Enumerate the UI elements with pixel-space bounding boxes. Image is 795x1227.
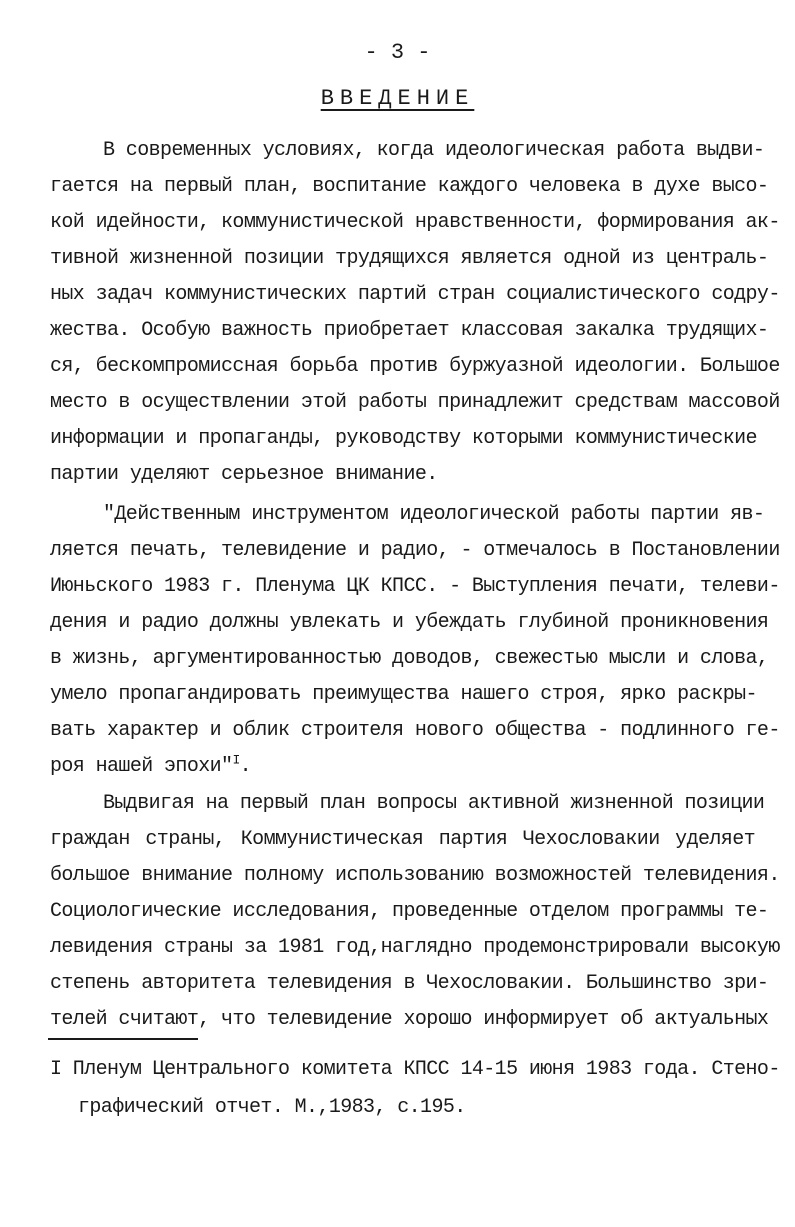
footnote-reference: I bbox=[232, 752, 240, 768]
text-line: дения и радио должны увлекать и убеждать глубиной проникновения bbox=[50, 611, 769, 634]
text-line: место в осуществлении этой работы принадлежит средствам массовой bbox=[50, 391, 780, 414]
footnote-text: I Пленум Центрального комитета КПСС 14-15 июня 1983 года. Стено- bbox=[50, 1058, 780, 1081]
text-line: Июньского 1983 г. Пленума ЦК КПСС. - Выступления печати, телеви- bbox=[50, 575, 780, 598]
page-number: - 3 - bbox=[364, 40, 431, 65]
text-line: степень авторитета телевидения в Чехословакии. Большинство зри- bbox=[50, 972, 769, 995]
section-heading bbox=[0, 86, 795, 111]
text-line: ся, бескомпромиссная борьба против буржуазной идеологии. Большое bbox=[50, 355, 780, 378]
text-line: Выдвигая на первый план вопросы активной жизненной позиции bbox=[103, 792, 765, 815]
text-line: В современных условиях, когда идеологическая работа выдви- bbox=[103, 139, 765, 162]
text-line: Социологические исследования, проведенные отделом программы те- bbox=[50, 900, 769, 923]
text-line: левидения страны за 1981 год,наглядно продемонстрировали высокую bbox=[50, 936, 780, 959]
text-line: "Действенным инструментом идеологической работы партии яв- bbox=[103, 503, 765, 526]
text-line: информации и пропаганды, руководству которыми коммунистические bbox=[50, 427, 757, 450]
text-line: телей считают, что телевидение хорошо информирует об актуальных bbox=[50, 1008, 769, 1031]
text-line: ных задач коммунистических партий стран социалистического содру- bbox=[50, 283, 780, 306]
footnote-text: графический отчет. М.,1983, с.195. bbox=[78, 1096, 466, 1119]
section-heading-text: ВВЕДЕНИЕ bbox=[320, 86, 475, 111]
text-line: роя нашей эпохи" bbox=[50, 755, 233, 778]
text-line: граждан страны, Коммунистическая партия Чехословакии уделяет bbox=[50, 828, 755, 851]
text-line: кой идейности, коммунистической нравственности, формирования ак- bbox=[50, 211, 780, 234]
text-line: ляется печать, телевидение и радио, - отмечалось в Постановлении bbox=[50, 539, 780, 562]
text-line: умело пропагандировать преимущества нашего строя, ярко раскры- bbox=[50, 683, 757, 706]
text-line: тивной жизненной позиции трудящихся является одной из централь- bbox=[50, 247, 769, 270]
text-line: в жизнь, аргументированностью доводов, свежестью мысли и слова, bbox=[50, 647, 769, 670]
text-line: жества. Особую важность приобретает классовая закалка трудящих- bbox=[50, 319, 769, 342]
sentence-end: . bbox=[239, 755, 252, 778]
footnote-divider bbox=[48, 1038, 198, 1040]
text-line: вать характер и облик строителя нового общества - подлинного ге- bbox=[50, 719, 780, 742]
text-line: гается на первый план, воспитание каждого человека в духе высо- bbox=[50, 175, 769, 198]
text-line-with-reference bbox=[50, 752, 755, 778]
text-line: партии уделяют серьезное внимание. bbox=[50, 463, 438, 486]
text-line: большое внимание полному использованию возможностей телевидения. bbox=[50, 864, 780, 887]
